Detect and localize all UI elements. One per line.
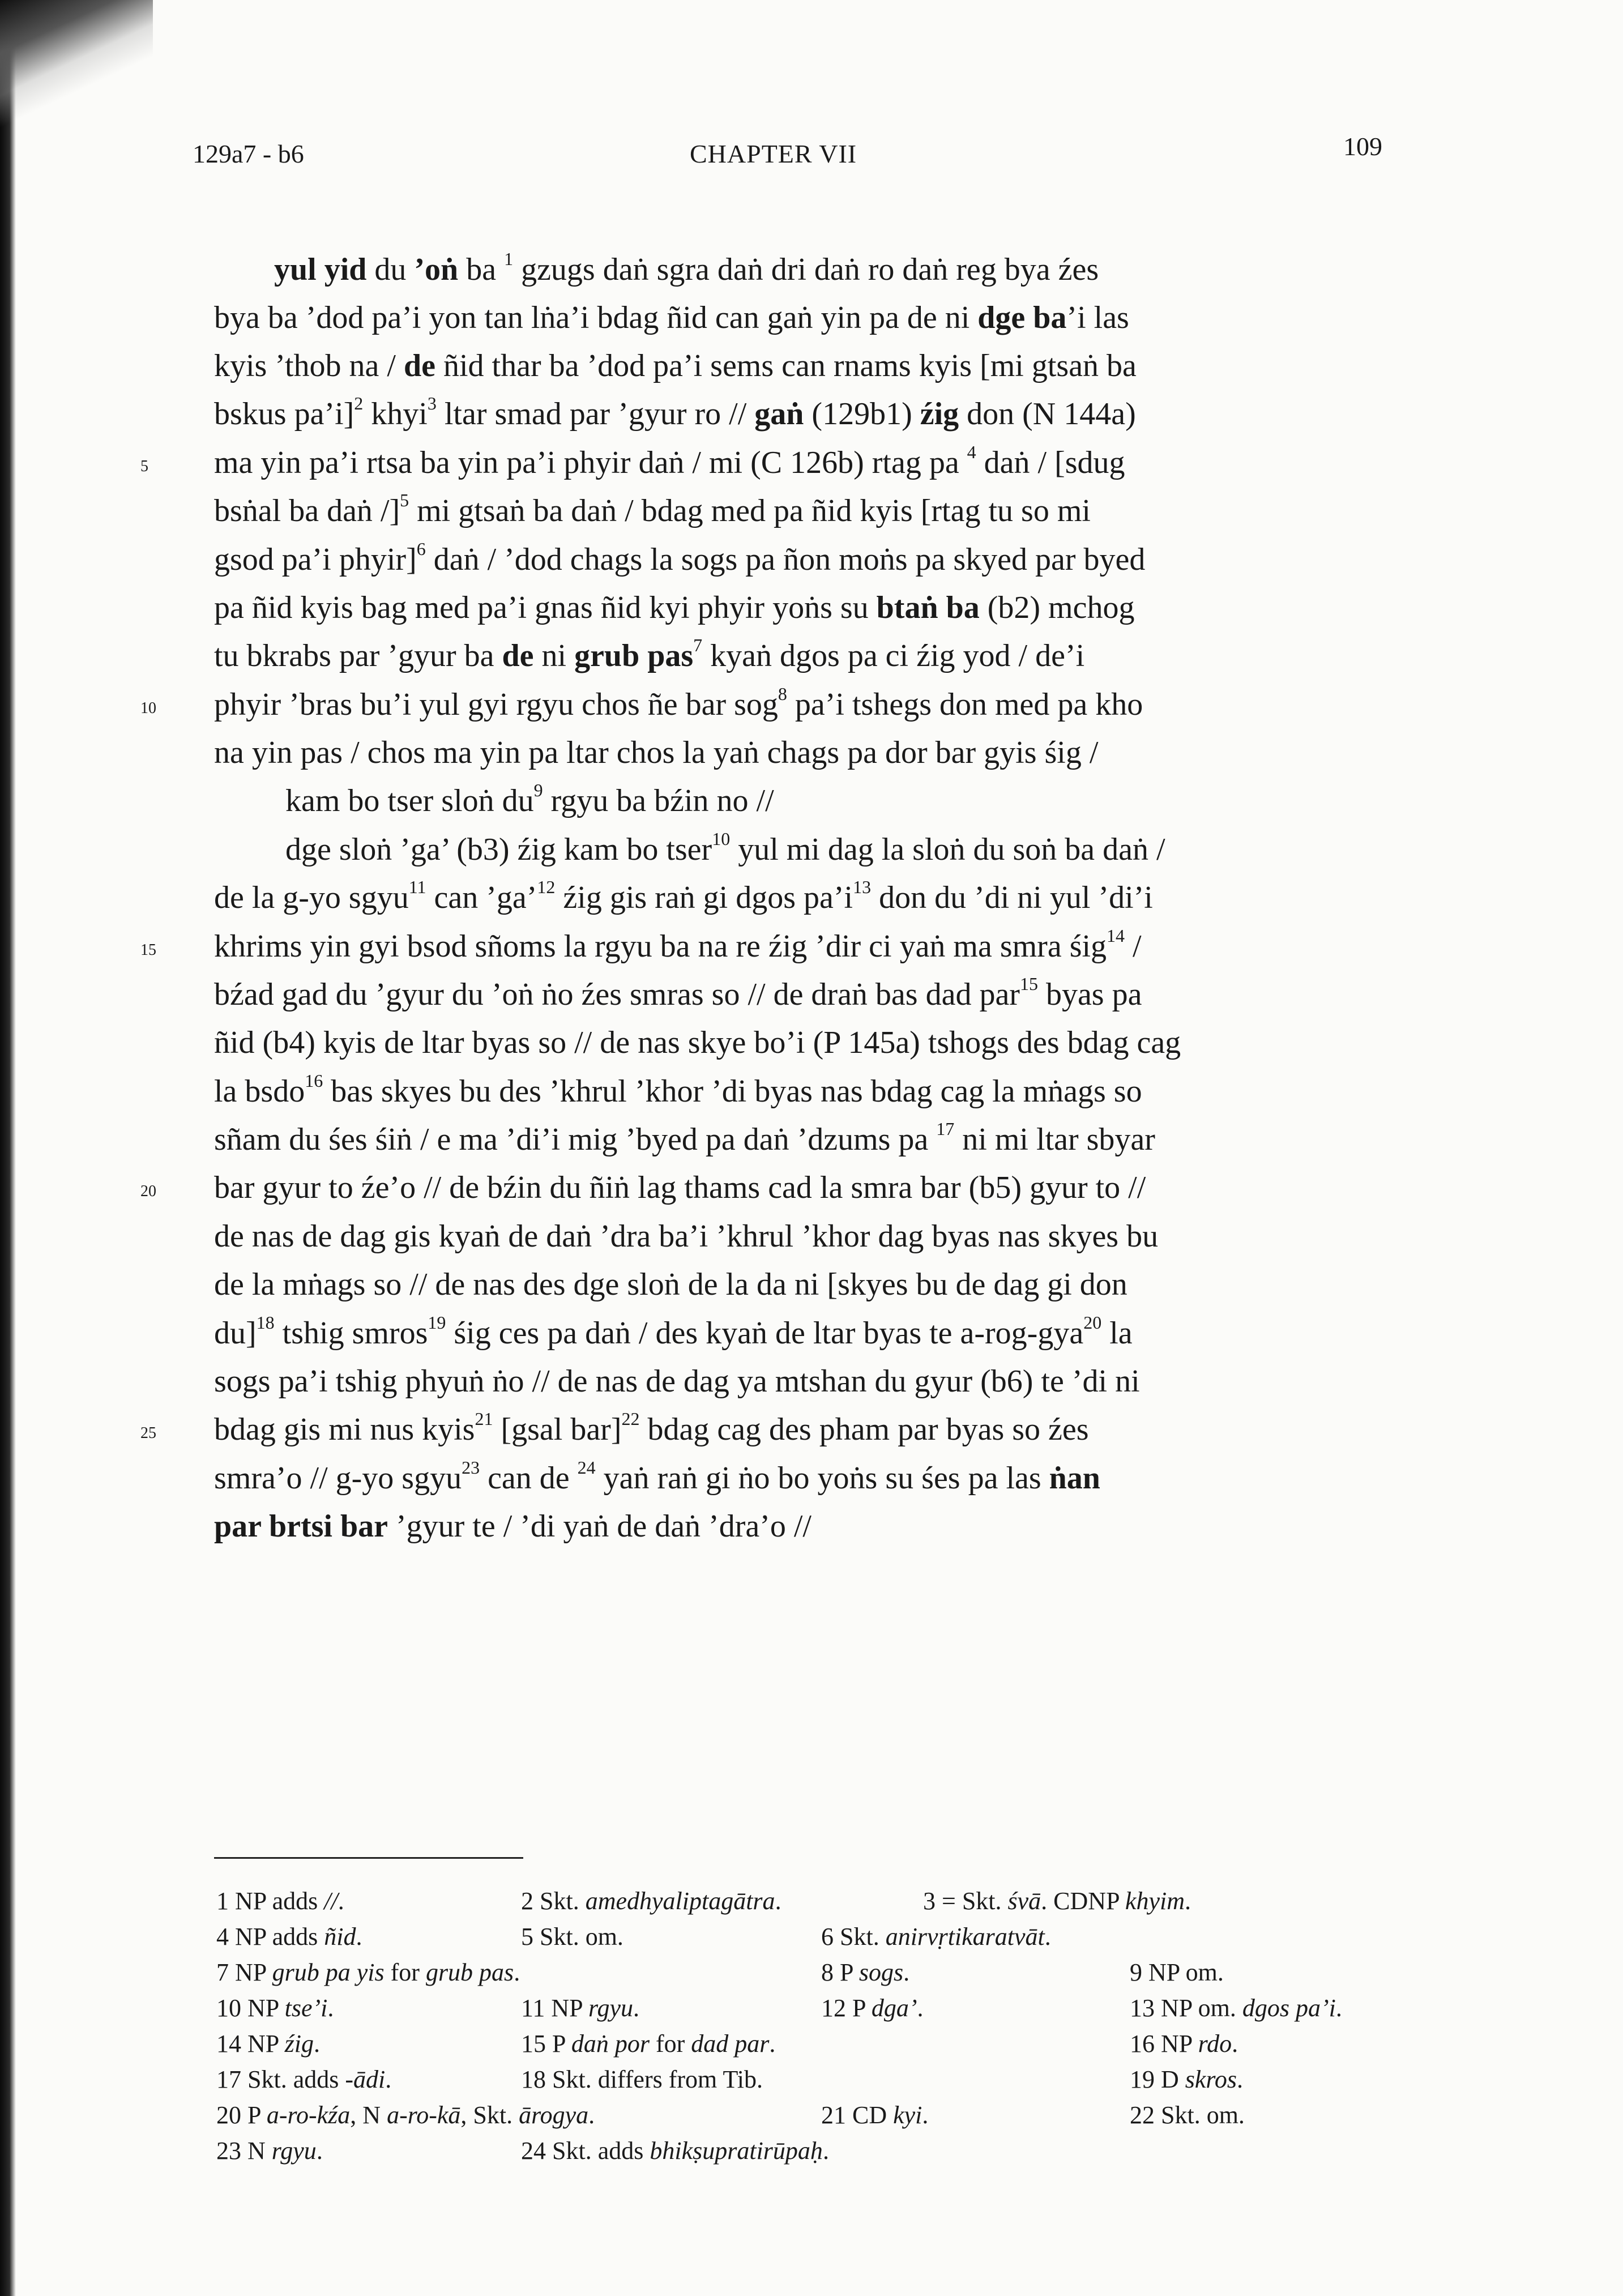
text-run: de la mṅags so // de nas des dge sloṅ de la da ni [skyes bu de dag gi don [214,1267,1127,1302]
bold-lemma: ’oṅ [414,252,459,287]
text-run: can ’ga’ [426,880,537,915]
text-run: [gsal bar] [493,1412,622,1447]
text-run: bdag gis mi nus kyis [214,1412,475,1447]
italic-text: rgyu [588,1994,634,2022]
chapter-title: CHAPTER VII [690,139,857,168]
text-run: . [1184,1887,1191,1915]
text-line [214,877,1153,915]
footnote-marker: 11 [408,877,426,897]
footnote [1130,2032,1238,2056]
footnote [821,2103,928,2128]
footnote [521,1924,623,1949]
text-run: ba [458,252,505,287]
line-number: 20 [140,1183,156,1200]
line-number: 25 [140,1424,156,1442]
text-run: 4 NP adds [216,1923,324,1951]
text-line [285,780,774,818]
text-line [214,1119,1155,1157]
bold-lemma: par brtsi bar [214,1509,388,1544]
footnote [216,1996,334,2021]
text-run: sogs pa’i tshig phyuṅ ṅo // de nas de dag ya mtshan du gyur (b6) te ’di ni [214,1364,1140,1399]
text-run: . [588,2101,595,2129]
footnote [1130,1996,1342,2021]
bold-lemma: dge ba [977,300,1067,335]
italic-text: kyi [893,2101,922,2129]
footnote [1130,2067,1243,2092]
text-line [214,302,1129,334]
footnote-marker: 12 [537,877,556,897]
italic-text: tse’i [284,1994,328,2022]
text-run: . [1232,2030,1238,2058]
footnote [1130,2103,1245,2128]
footnote-marker: 23 [462,1457,480,1478]
italic-text: anirvṛtikaratvāt [885,1923,1045,1951]
footnote-marker: 10 [712,829,731,849]
text-run: . [327,1994,334,2022]
text-line [214,1510,812,1542]
text-run: . [1237,2065,1244,2093]
text-run: kyaṅ dgos pa ci źig yod / de’i [702,638,1085,673]
footnote-marker: 17 [936,1119,955,1139]
text-run: kam bo tser sloṅ du [285,783,534,818]
scan-edge [0,0,16,2296]
text-run: 17 Skt. adds - [216,2065,353,2093]
page-number: 109 [1343,132,1382,161]
italic-text: dga’ [871,1994,917,2022]
text-run: pa ñid kyis bag med pa’i gnas ñid kyi phyir yoṅs su [214,590,877,625]
text-run: na yin pas / chos ma yin pa ltar chos la yaṅ chags pa dor bar gyis śig / [214,735,1099,770]
italic-text: khyim [1125,1887,1185,1915]
footnote [216,1960,520,1985]
text-run: (129b1) [804,396,920,432]
text-line [214,539,1146,577]
footnote-marker: 13 [853,877,872,897]
text-run: . [385,2065,392,2093]
italic-text: grub pa yis [272,1958,385,1986]
text-run: byas pa [1037,977,1142,1012]
bold-lemma: de [502,638,534,673]
footnote-marker: 9 [533,780,543,800]
text-run: / [1125,929,1142,964]
text-run: . [769,2030,776,2058]
text-run: ma yin pa’i rtsa ba yin pa’i phyir daṅ / mi (C 126b) rtag pa [214,445,967,480]
bold-lemma: btaṅ ba [876,590,980,625]
footnote [821,1996,924,2021]
text-run: 9 NP om. [1130,1958,1224,1986]
footnote [821,1924,1051,1949]
bold-lemma: yul yid [274,252,367,287]
line-number: 5 [140,458,148,475]
text-run: . [338,1887,344,1915]
text-line [214,635,1085,673]
text-run: 14 NP [216,2030,285,2058]
footnote-marker: 4 [967,442,976,462]
text-run: de la g-yo sgyu [214,880,409,915]
italic-text: sogs [859,1958,904,1986]
scan-corner-shadow [0,0,153,142]
text-line [214,1070,1142,1109]
text-line [214,1027,1181,1059]
italic-text: bhikṣupratirūpaḥ [650,2137,823,2165]
footnote-marker: 2 [354,393,364,413]
footnote-marker: 6 [416,539,426,559]
italic-text: ñid [324,1923,356,1951]
italic-text: rdo [1198,2030,1232,2058]
footnote [521,2067,763,2092]
text-run: kyis ’thob na / [214,348,404,383]
text-run: 24 Skt. adds [521,2137,650,2165]
italic-text: skros [1185,2065,1237,2093]
text-run: bźad gad du ’gyur du ’oṅ ṅo źes smras so // de draṅ bas dad par [214,977,1020,1012]
text-run: la [1101,1316,1133,1351]
text-run: 6 Skt. [821,1923,886,1951]
footnote-rule [214,1857,523,1859]
text-run: . [1044,1923,1051,1951]
text-run: 11 NP [521,1994,588,2022]
text-run: 22 Skt. om. [1130,2101,1245,2129]
text-line [214,1312,1133,1351]
footnote-marker: 22 [621,1409,640,1429]
italic-text: ādi [353,2065,386,2093]
footnote-marker: 18 [256,1312,275,1333]
text-run: 8 P [821,1958,859,1986]
text-line [214,490,1091,528]
footnote-marker: 14 [1107,925,1125,946]
line-number: 10 [140,699,156,717]
italic-text: dad par [691,2030,770,2058]
line-number: 15 [140,941,156,959]
text-run: bskus pa’i] [214,396,355,432]
footnote-marker: 1 [504,249,514,269]
text-run: for [649,2030,691,2058]
footnote-marker: 8 [778,684,787,704]
text-run: khrims yin gyi bsod sñoms la rgyu ba na re źig ’dir ci yaṅ ma smra śig [214,929,1107,964]
text-run: 23 N [216,2137,272,2165]
text-run: dge sloṅ ’ga’ (b3) źig kam bo tser [285,832,712,867]
footnote [1130,1960,1224,1985]
text-run: smra’o // g-yo sgyu [214,1461,462,1496]
italic-text: ārogya [519,2101,589,2129]
text-run: la bsdo [214,1074,305,1109]
text-run: . [903,1958,910,1986]
text-run: gzugs daṅ sgra daṅ dri daṅ ro daṅ reg bya źes [513,252,1099,287]
footnote [821,1960,909,1985]
text-run: du [366,252,415,287]
text-run: , Skt. [460,2101,519,2129]
text-run: bsṅal ba daṅ /] [214,493,400,528]
text-run: 1 NP adds [216,1887,324,1915]
footnote [216,2103,595,2128]
footnote [216,2067,391,2092]
text-line [214,1365,1140,1397]
footnote [521,1889,781,1914]
footnote-marker: 3 [427,393,437,413]
footnote-marker: 19 [428,1312,446,1333]
italic-text: daṅ por [571,2030,650,2058]
text-run: 15 P [521,2030,571,2058]
text-run: . [316,2137,323,2165]
text-run: . [917,1994,924,2022]
footnote-marker: 20 [1083,1312,1102,1333]
text-run: bar gyur to źe’o // de bźin du ñiṅ lag thams cad la smra bar (b5) gyur to // [214,1170,1146,1205]
footnote [216,1924,362,1949]
text-line [214,350,1137,382]
text-run: 5 Skt. om. [521,1923,623,1951]
italic-text: dgos pa’i [1242,1994,1336,2022]
text-line [214,1457,1100,1496]
text-run: 2 Skt. [521,1887,586,1915]
text-run: rgyu ba bźin no // [543,783,774,818]
italic-text: źig [284,2030,314,2058]
text-line [214,974,1142,1012]
text-run: 10 NP [216,1994,285,2022]
text-run: 16 NP [1130,2030,1198,2058]
footnote [521,1996,639,2021]
footnote [216,2139,323,2163]
text-run: 19 D [1130,2065,1185,2093]
running-header-left: 129a7 - b6 [193,139,304,168]
text-run: du] [214,1316,257,1351]
text-run: źig gis raṅ gi dgos pa’i [555,880,853,915]
text-run: . [356,1923,362,1951]
text-run: tu bkrabs par ’gyur ba [214,638,502,673]
text-run: . [822,2137,829,2165]
footnote-marker: 24 [577,1457,596,1478]
italic-text: a-ro-kźa [266,2101,351,2129]
text-run: ni [533,638,575,673]
text-line [214,1269,1127,1300]
text-run: 7 NP [216,1958,272,1986]
text-run: ’gyur te / ’di yaṅ de daṅ ’dra’o // [388,1509,812,1544]
text-run: 13 NP om. [1130,1994,1242,2022]
bold-lemma: źig [920,396,959,432]
text-run: . [922,2101,929,2129]
text-run: pa’i tshegs don med pa kho [787,687,1143,722]
italic-text: grub pas [425,1958,514,1986]
text-run: . [633,1994,640,2022]
text-line [214,1220,1158,1252]
text-run: don du ’di ni yul ’di’i [871,880,1153,915]
text-run: sñam du śes śiṅ / e ma ’di’i mig ’byed pa daṅ ’dzums pa [214,1122,937,1157]
text-run: daṅ / ’dod chags la sogs pa ñon moṅs pa skyed par byed [425,542,1146,577]
text-line [214,393,1136,432]
text-run: . [775,1887,781,1915]
text-run: ’i las [1066,300,1129,335]
text-run: yaṅ raṅ gi ṅo bo yoṅs su śes pa las [595,1461,1049,1496]
italic-text: // [324,1887,338,1915]
text-run: 18 Skt. differs from Tib. [521,2065,763,2093]
text-run: . [514,1958,520,1986]
text-run: 3 = Skt. [923,1887,1008,1915]
text-run: ltar smad par ’gyur ro // [436,396,755,432]
text-line [214,684,1143,722]
bold-lemma: ṅan [1049,1461,1100,1496]
text-run: ni mi ltar sbyar [954,1122,1155,1157]
footnote [923,1889,1191,1914]
text-run: 20 P [216,2101,267,2129]
text-run: , N [350,2101,387,2129]
text-run: . CDNP [1041,1887,1125,1915]
text-run: de nas de dag gis kyaṅ de daṅ ’dra ba’i ’khrul ’khor dag byas nas skyes bu [214,1219,1159,1254]
text-run: don (N 144a) [959,396,1136,432]
text-run: tshig smros [274,1316,428,1351]
text-run: bya ba ’dod pa’i yon tan lṅa’i bdag ñid can gaṅ yin pa de ni [214,300,978,335]
text-run: (b2) mchog [979,590,1135,625]
bold-lemma: de [403,348,435,383]
footnote [216,1889,344,1914]
footnote-marker: 5 [400,490,409,510]
footnote [521,2032,775,2056]
italic-text: śvā [1007,1887,1041,1915]
text-run: daṅ / [sdug [976,445,1125,480]
text-run: . [313,2030,320,2058]
text-run: gsod pa’i phyir] [214,542,417,577]
bold-lemma: grub pas [574,638,694,673]
text-run: ñid thar ba ’dod pa’i sems can rnams kyis [mi gtsaṅ ba [435,348,1137,383]
text-run: śig ces pa daṅ / des kyaṅ de ltar byas te a-rog-gya [446,1316,1084,1351]
text-line [285,829,1165,867]
footnote-marker: 16 [305,1070,323,1091]
footnote-marker: 15 [1019,974,1038,994]
text-line [214,1409,1089,1447]
text-line [214,592,1134,624]
footnote-marker: 7 [693,635,703,655]
text-run: ñid (b4) kyis de ltar byas so // de nas skye bo’i (P 145a) tshogs des bdag cag [214,1025,1181,1060]
text-line [274,249,1099,287]
text-run: phyir ’bras bu’i yul gyi rgyu chos ñe bar sog [214,687,778,722]
text-run: bdag cag des pham par byas so źes [639,1412,1089,1447]
footnote [216,2032,320,2056]
bold-lemma: gaṅ [754,396,804,432]
text-line [214,925,1142,964]
text-line [214,1172,1146,1204]
italic-text: amedhyaliptagātra [585,1887,775,1915]
text-run: 21 CD [821,2101,894,2129]
italic-text: a-ro-kā [387,2101,461,2129]
text-run: . [1335,1994,1342,2022]
text-line [214,442,1125,480]
footnote [521,2139,829,2163]
text-run: mi gtsaṅ ba daṅ / bdag med pa ñid kyis [rtag tu so mi [409,493,1091,528]
italic-text: rgyu [271,2137,317,2165]
text-run: bas skyes bu des ’khrul ’khor ’di byas nas bdag cag la mṅags so [323,1074,1142,1109]
text-run: khyi [363,396,428,432]
text-line [214,737,1098,769]
text-run: can de [480,1461,578,1496]
text-run: yul mi dag la sloṅ du soṅ ba daṅ / [730,832,1165,867]
text-run: for [384,1958,426,1986]
text-run: 12 P [821,1994,872,2022]
footnote-marker: 21 [475,1409,493,1429]
